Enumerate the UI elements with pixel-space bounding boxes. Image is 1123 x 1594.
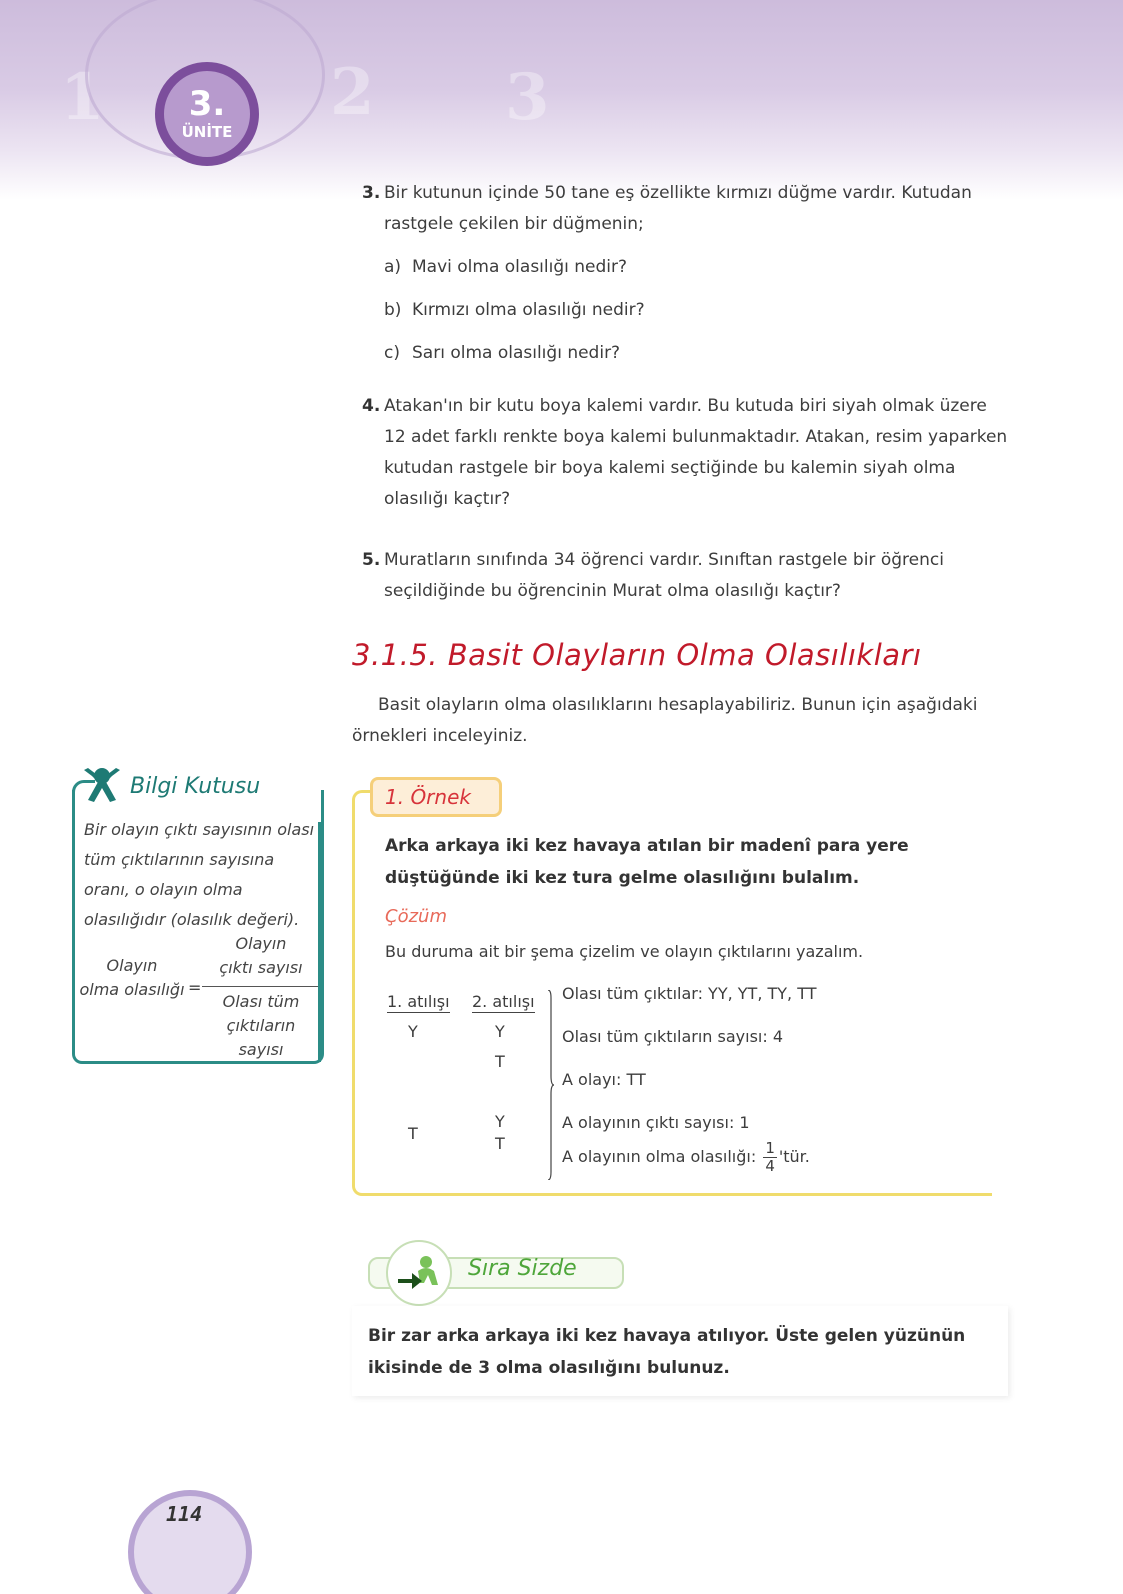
formula-denominator (202, 990, 320, 1062)
sub-item-b (384, 295, 1012, 326)
result-event-count: A olayının çıktı sayısı: 1 (562, 1113, 750, 1132)
unit-label: ÜNİTE (181, 123, 233, 141)
result-prefix: A olayının olma olasılığı: (562, 1147, 757, 1166)
formula-lhs-line: Olayın (106, 956, 158, 975)
formula-denominator-line: Olası tüm (222, 992, 300, 1011)
question-text: Atakan'ın bir kutu boya kalemi vardır. Bu kutuda biri siyah olmak üzere 12 adet farklı renkte boya kalemi bulunmaktadır. Atakan, resim yaparken kutudan rastgele bir boya kalemi seçtiğinde bu kalemin siyah olma olasılığı kaçtır? (384, 396, 1008, 509)
result-probability (562, 1140, 810, 1175)
formula-denominator-line: çıktıların sayısı (226, 1016, 296, 1059)
solution-label: Çözüm (385, 906, 447, 927)
unit-number: 3. (188, 84, 226, 124)
formula-lhs (76, 954, 188, 1002)
question-text: Muratların sınıfında 34 öğrenci vardır. Sınıftan rastgele bir öğrenci seçildiğinde bu öğrencinin Murat olma olasılığı kaçtır? (384, 550, 944, 601)
result-suffix: 'tür. (778, 1147, 810, 1166)
page-number: 114 (166, 1502, 203, 1526)
info-box-text: Bir olayın çıktı sayısının olası tüm çıktılarının sayısına oranı, o olayın olma olasılığıdır (olasılık değeri). (84, 820, 315, 929)
example-tab: 1. Örnek (370, 777, 502, 817)
fraction-numerator: 1 (765, 1139, 775, 1157)
section-intro: Basit olayların olma olasılıklarını hesaplayabiliriz. Bunun için aşağıdaki örnekleri inceleyiniz. (352, 695, 978, 746)
formula-numerator (202, 932, 320, 980)
question-3 (362, 178, 1012, 369)
sub-text: Sarı olma olasılığı nedir? (412, 343, 621, 363)
tree-first-outcome: Y (408, 1022, 418, 1041)
probability-fraction (763, 1140, 777, 1175)
tree-first-outcome: T (408, 1124, 418, 1143)
decorative-digit: 1 (60, 60, 105, 135)
result-all-outcomes: Olası tüm çıktılar: YY, YT, TY, TT (562, 984, 817, 1003)
sub-letter: b) (384, 300, 402, 320)
tree-second-outcome: T (495, 1134, 505, 1153)
practice-icon-circle (386, 1240, 452, 1306)
example-question: Arka arkaya iki kez havaya atılan bir madenî para yere düştüğünde iki kez tura gelme olasılığını bulalım. (385, 836, 909, 888)
fraction-denominator: 4 (765, 1157, 775, 1175)
formula-numerator-line: Olayın (235, 934, 287, 953)
formula-numerator-line: çıktı sayısı (219, 958, 303, 977)
decorative-digit: 3 (505, 60, 550, 135)
sub-text: Mavi olma olasılığı nedir? (412, 257, 628, 277)
tree-col2-header: 2. atılışı (472, 992, 535, 1011)
sub-letter: c) (384, 343, 400, 363)
result-event-a: A olayı: TT (562, 1070, 646, 1089)
formula-equals: = (188, 978, 202, 997)
section-title: 3.1.5. Basit Olayların Olma Olasılıkları (352, 638, 922, 672)
question-number: 3. (362, 183, 381, 203)
info-box-title: Bilgi Kutusu (130, 774, 261, 799)
question-number: 5. (362, 550, 381, 570)
curly-brace-icon (547, 990, 555, 1180)
sub-text: Kırmızı olma olasılığı nedir? (412, 300, 645, 320)
practice-text: Bir zar arka arkaya iki kez havaya atılıyor. Üste gelen yüzünün ikisinde de 3 olma olasılığını bulunuz. (368, 1326, 966, 1378)
tree-second-outcome: Y (495, 1022, 505, 1041)
formula-lhs-line: olma olasılığı (79, 980, 185, 999)
result-outcome-count: Olası tüm çıktıların sayısı: 4 (562, 1027, 784, 1046)
fraction-bar (202, 986, 318, 987)
solution-intro: Bu duruma ait bir şema çizelim ve olayın çıktılarını yazalım. (385, 942, 864, 961)
probability-formula (76, 932, 321, 1059)
unit-badge (155, 62, 259, 166)
sub-letter: a) (384, 257, 402, 277)
question-5 (362, 545, 1012, 607)
tree-second-outcome: Y (495, 1112, 505, 1131)
practice-title: Sıra Sizde (468, 1256, 577, 1281)
sub-item-c (384, 338, 1012, 369)
question-text: Bir kutunun içinde 50 tane eş özellikte kırmızı düğme vardır. Kutudan rastgele çekilen bir düğmenin; (384, 183, 972, 234)
arrow-person-icon (394, 1253, 444, 1293)
question-4 (362, 391, 1012, 515)
tree-second-outcome: T (495, 1052, 505, 1071)
question-number: 4. (362, 396, 381, 416)
person-figure-icon (78, 762, 126, 810)
sub-item-a (384, 252, 1012, 283)
decorative-digit: 2 (330, 55, 375, 130)
tree-col1-header: 1. atılışı (387, 992, 450, 1011)
